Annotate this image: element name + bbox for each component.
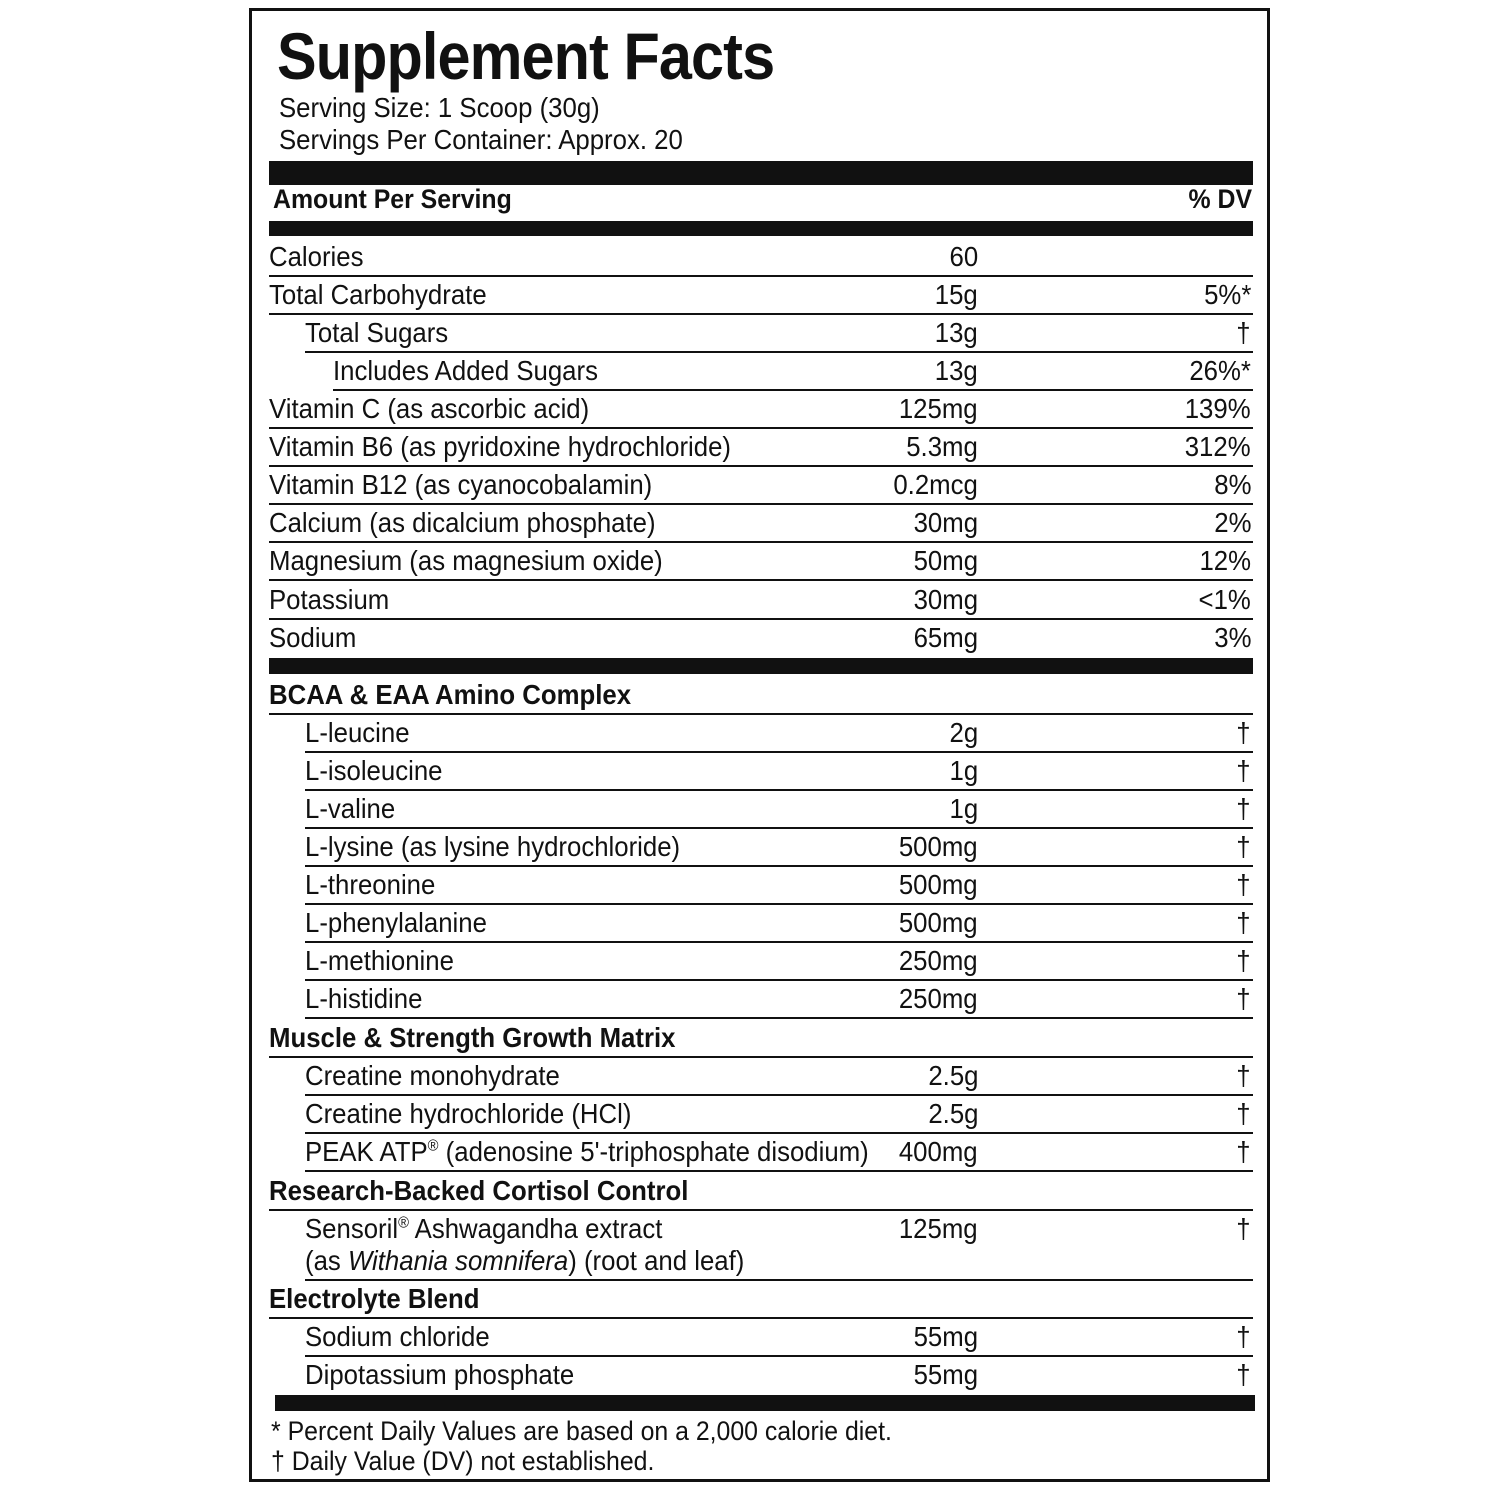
ingredient-row-sodium-chloride (305, 1317, 1253, 1357)
nutrient-row-calories (269, 237, 1253, 277)
ingredient-dv: † (1236, 1321, 1251, 1352)
ingredient-amount: 500mg (899, 831, 978, 862)
nutrient-row-calcium (269, 503, 1253, 543)
ingredient-row-sensoril (305, 1209, 1253, 1281)
nutrient-amount: 5.3mg (906, 431, 978, 462)
section-title: BCAA & EAA Amino Complex (269, 679, 632, 710)
ingredient-name (305, 1136, 869, 1168)
ingredient-row-peak-atp (305, 1132, 1253, 1172)
ingredient-row-creatine-hcl (305, 1094, 1253, 1134)
section-electrolyte-blend (269, 1279, 1253, 1319)
nutrient-name: Potassium (269, 584, 390, 615)
ingredient-row-l-histidine (305, 979, 1253, 1019)
ingredient-dv: † (1236, 945, 1251, 976)
ingredient-name: Creatine hydrochloride (HCl) (305, 1098, 632, 1129)
nutrient-name: Vitamin B6 (as pyridoxine hydrochloride) (269, 431, 731, 462)
ingredient-dv: † (1236, 717, 1251, 748)
nutrient-dv: <1% (1198, 584, 1251, 615)
ingredient-row-l-lysine (305, 827, 1253, 867)
nutrient-dv: 26%* (1189, 355, 1251, 386)
nutrient-amount: 50mg (913, 545, 978, 576)
ingredient-name: Creatine monohydrate (305, 1060, 560, 1091)
nutrient-amount: 30mg (913, 584, 978, 615)
nutrient-name: Calories (269, 241, 364, 272)
ingredient-name-rest: (adenosine 5'-triphosphate disodium) (438, 1136, 869, 1167)
nutrient-row-added-sugars (333, 351, 1253, 391)
ingredient-name-main: Sensoril (305, 1213, 399, 1244)
thick-divider-header (269, 221, 1253, 236)
section-cortisol-control (269, 1171, 1253, 1211)
section-title: Muscle & Strength Growth Matrix (269, 1022, 676, 1053)
ingredient-dv: † (1236, 831, 1251, 862)
ingredient-dv: † (1236, 793, 1251, 824)
ingredient-amount: 1g (949, 755, 978, 786)
nutrient-name: Calcium (as dicalcium phosphate) (269, 507, 656, 538)
section-muscle-strength (269, 1018, 1253, 1058)
ingredient-amount: 1g (949, 793, 978, 824)
nutrient-name: Total Sugars (305, 317, 449, 348)
ingredient-amount: 55mg (913, 1321, 978, 1352)
thick-divider-bottom (275, 1395, 1255, 1411)
label-title: Supplement Facts (277, 19, 775, 93)
ingredient-name: L-isoleucine (305, 755, 443, 786)
nutrient-name: Includes Added Sugars (333, 355, 598, 386)
ingredient-amount: 125mg (899, 1213, 978, 1244)
ingredient-row-creatine-monohydrate (305, 1056, 1253, 1096)
nutrient-row-vitamin-b12 (269, 465, 1253, 505)
nutrient-dv: † (1236, 317, 1251, 348)
nutrient-name: Magnesium (as magnesium oxide) (269, 545, 663, 576)
nutrient-amount: 60 (949, 241, 978, 272)
amount-per-serving-header: Amount Per Serving (273, 184, 512, 214)
ingredient-source (305, 1245, 744, 1277)
ingredient-dv: † (1236, 1136, 1251, 1167)
ingredient-amount: 500mg (899, 869, 978, 900)
nutrient-row-potassium (269, 580, 1253, 620)
nutrient-name: Vitamin C (as ascorbic acid) (269, 393, 590, 424)
ingredient-name: L-threonine (305, 869, 436, 900)
nutrient-dv: 2% (1213, 507, 1251, 538)
source-latin-name: Withania somnifera (347, 1245, 569, 1276)
servings-per-container: Servings Per Container: Approx. 20 (279, 124, 683, 155)
ingredient-dv: † (1236, 869, 1251, 900)
ingredient-amount: 250mg (899, 983, 978, 1014)
footnote-percent-dv: * Percent Daily Values are based on a 2,000 calorie diet. (271, 1416, 892, 1446)
ingredient-name (305, 1213, 662, 1245)
ingredient-name-main: PEAK ATP (305, 1136, 428, 1167)
ingredient-name: L-methionine (305, 945, 454, 976)
nutrient-amount: 13g (935, 355, 978, 386)
nutrient-row-sodium (269, 618, 1253, 656)
footnote-dv-not-established: † Daily Value (DV) not established. (271, 1446, 655, 1476)
ingredient-row-l-threonine (305, 865, 1253, 905)
nutrient-name: Total Carbohydrate (269, 279, 487, 310)
registered-mark: ® (427, 1137, 439, 1155)
ingredient-dv: † (1236, 1060, 1251, 1091)
ingredient-row-l-leucine (305, 713, 1253, 753)
nutrient-row-total-sugars (305, 313, 1253, 353)
nutrient-dv: 5%* (1203, 279, 1251, 310)
nutrient-name: Vitamin B12 (as cyanocobalamin) (269, 469, 653, 500)
nutrient-amount: 65mg (913, 622, 978, 653)
ingredient-row-l-phenylalanine (305, 903, 1253, 943)
ingredient-amount: 250mg (899, 945, 978, 976)
ingredient-name: L-leucine (305, 717, 410, 748)
ingredient-amount: 2g (949, 717, 978, 748)
nutrient-amount: 13g (935, 317, 978, 348)
source-suffix: ) (root and leaf) (568, 1245, 745, 1276)
source-prefix: (as (305, 1245, 348, 1276)
ingredient-dv: † (1236, 983, 1251, 1014)
nutrient-dv: 139% (1185, 393, 1251, 424)
thick-divider-top (269, 161, 1253, 185)
ingredient-name: L-lysine (as lysine hydrochloride) (305, 831, 681, 862)
nutrient-dv: 312% (1185, 431, 1251, 462)
ingredient-name: L-histidine (305, 983, 423, 1014)
ingredient-dv: † (1236, 755, 1251, 786)
section-bcaa-eaa (269, 675, 1253, 715)
registered-mark: ® (398, 1214, 409, 1232)
ingredient-dv: † (1236, 1213, 1251, 1244)
nutrient-amount: 125mg (899, 393, 978, 424)
ingredient-dv: † (1236, 1359, 1251, 1390)
serving-size: Serving Size: 1 Scoop (30g) (279, 92, 600, 123)
ingredient-amount: 400mg (899, 1136, 978, 1167)
nutrient-row-magnesium (269, 541, 1253, 581)
ingredient-row-l-valine (305, 789, 1253, 829)
nutrient-amount: 0.2mcg (893, 469, 978, 500)
nutrient-row-total-carbohydrate (269, 275, 1253, 315)
dv-header: % DV (1188, 184, 1252, 214)
ingredient-name: Sodium chloride (305, 1321, 490, 1352)
nutrient-name: Sodium (269, 622, 357, 653)
section-title: Electrolyte Blend (269, 1283, 480, 1314)
nutrient-row-vitamin-b6 (269, 427, 1253, 467)
ingredient-amount: 2.5g (927, 1060, 978, 1091)
thick-divider-nutrients (269, 658, 1253, 674)
ingredient-row-l-isoleucine (305, 751, 1253, 791)
ingredient-dv: † (1236, 1098, 1251, 1129)
nutrient-amount: 15g (935, 279, 978, 310)
ingredient-amount: 2.5g (927, 1098, 978, 1129)
ingredient-name-rest: Ashwagandha extract (408, 1213, 663, 1244)
ingredient-amount: 500mg (899, 907, 978, 938)
section-title: Research-Backed Cortisol Control (269, 1175, 689, 1206)
ingredient-name: L-valine (305, 793, 396, 824)
ingredient-row-l-methionine (305, 941, 1253, 981)
nutrient-dv: 8% (1213, 469, 1251, 500)
ingredient-name: Dipotassium phosphate (305, 1359, 575, 1390)
nutrient-row-vitamin-c (269, 389, 1253, 429)
nutrient-amount: 30mg (913, 507, 978, 538)
nutrient-dv: 3% (1213, 622, 1251, 653)
ingredient-name: L-phenylalanine (305, 907, 487, 938)
ingredient-amount: 55mg (913, 1359, 978, 1390)
nutrient-dv: 12% (1199, 545, 1251, 576)
ingredient-row-dipotassium-phosphate (305, 1355, 1253, 1393)
ingredient-dv: † (1236, 907, 1251, 938)
